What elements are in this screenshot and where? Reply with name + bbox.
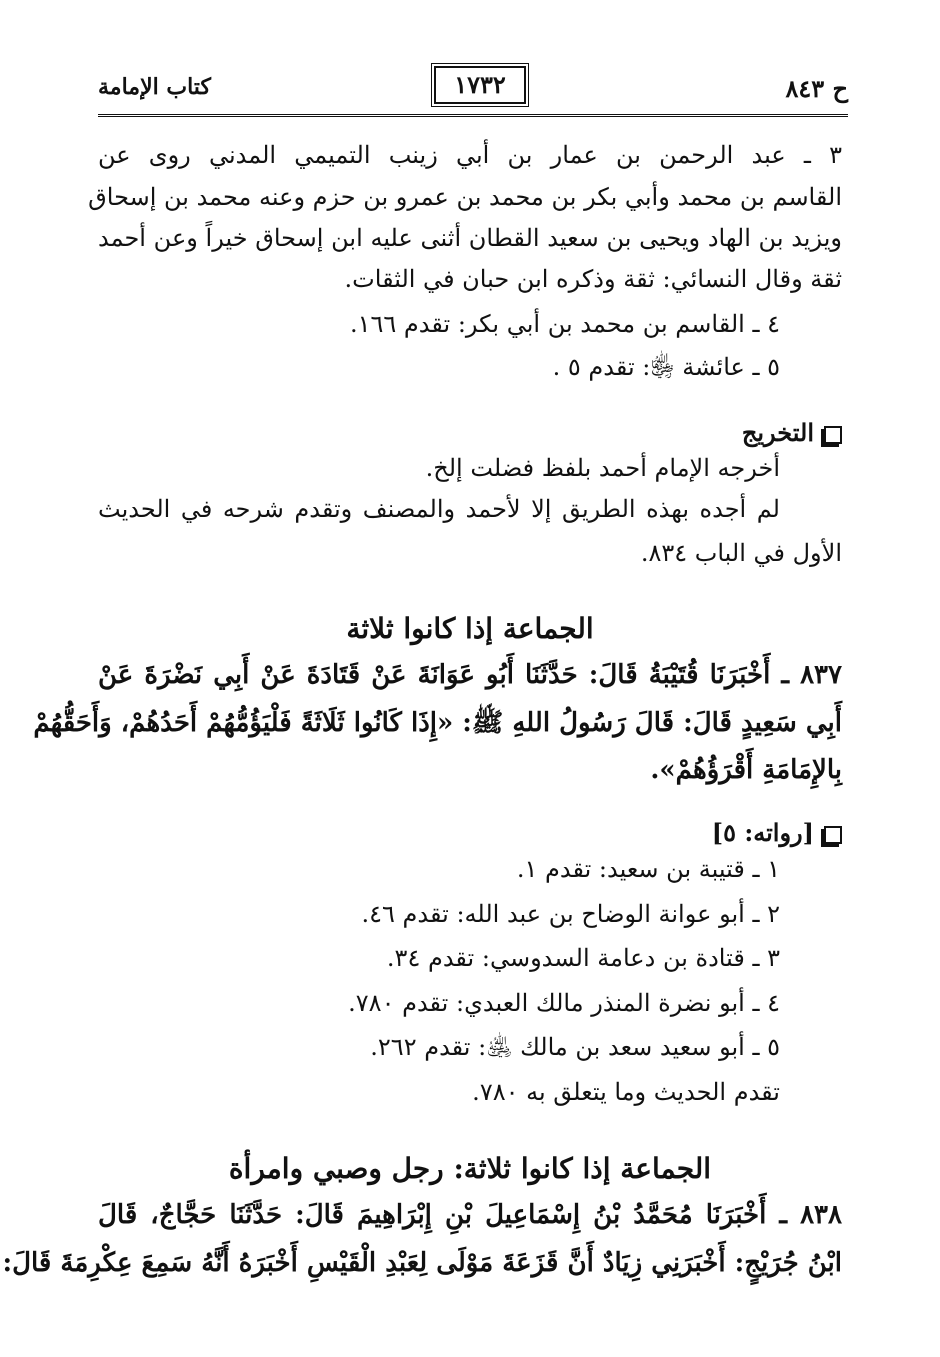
- page-header: [98, 66, 848, 106]
- chapter-1-title: الجماعة إذا كانوا ثلاثة: [346, 612, 594, 645]
- section-reference: ح ٨٤٣: [785, 74, 848, 103]
- narrator-3-line-2: القاسم بن محمد وأبي بكر بن محمد بن عمرو بن حزم وعنه محمد بن إسحاق: [88, 183, 842, 211]
- chapter-2-title: الجماعة إذا كانوا ثلاثة: رجل وصبي وامرأة: [228, 1152, 712, 1185]
- page-number: ١٧٣٢: [434, 66, 526, 104]
- narrator-note: تقدم الحديث وما يتعلق به ٧٨٠.: [472, 1078, 780, 1106]
- checkbox-square-icon: [824, 426, 842, 444]
- narrator-item: ٣ ـ قتادة بن دعامة السدوسي: تقدم ٣٤.: [386, 944, 780, 972]
- takhrij-heading: [742, 418, 842, 447]
- checkbox-square-icon: [824, 826, 842, 844]
- takhrij-line-3: الأول في الباب ٨٣٤.: [640, 539, 842, 567]
- header-divider: [98, 114, 848, 117]
- narrator-4: ٤ ـ القاسم بن محمد بن أبي بكر: تقدم ١٦٦.: [349, 310, 780, 338]
- narrator-3-line-3: ويزيد بن الهاد ويحيى بن سعيد القطان أثنى عليه ابن إسحاق خيراً وعن أحمد: [98, 224, 842, 252]
- narrator-item: ٤ ـ أبو نضرة المنذر مالك العبدي: تقدم ٧٨٠.: [348, 989, 780, 1017]
- takhrij-title: التخريج: [741, 418, 814, 447]
- narrator-3-line-4: ثقة وقال النسائي: ثقة وذكره ابن حبان في الثقات.: [344, 265, 842, 293]
- narrators-heading: [712, 818, 842, 847]
- narrator-item: ٢ ـ أبو عوانة الوضاح بن عبد الله: تقدم ٤٦.: [361, 900, 780, 928]
- narrators-title: [رواته: ٥]: [711, 818, 814, 847]
- narrator-3-line-1: ٣ ـ عبد الرحمن بن عمار بن أبي زينب التميمي المدني روى عن: [98, 141, 842, 169]
- narrator-5: ٥ ـ عائشة ﵂: تقدم ٥ .: [552, 353, 780, 381]
- hadith-838-line-2: ابْنُ جُرَيْجٍ: أَخْبَرَنِي زِيَادٌ أَنَّ قَزَعَةَ مَوْلَى لِعَبْدِ الْقَيْسِ أَخْبَرَهُ أَنَّهُ سَمِعَ عِكْرِمَةَ قَالَ:: [2, 1248, 842, 1278]
- hadith-837-line-3: بِالإِمَامَةِ أَقْرَؤُهُمْ».: [650, 755, 842, 785]
- takhrij-line-2: لم أجده بهذه الطريق إلا لأحمد والمصنف وتقدم شرحه في الحديث: [98, 495, 780, 523]
- takhrij-line-1: أخرجه الإمام أحمد بلفظ فضلت إلخ.: [425, 454, 780, 482]
- narrator-item: ١ ـ قتيبة بن سعيد: تقدم ١.: [516, 855, 780, 883]
- hadith-837-line-2: أَبِي سَعِيدٍ قَالَ: قَالَ رَسُولُ اللهِ ﷺ: «إِذَا كَانُوا ثَلَاثَةً فَلْيَؤُمُّهُمْ أَحَدُهُمْ، وَأَحَقُّهُمْ: [33, 708, 842, 738]
- hadith-838-line-1: ٨٣٨ ـ أَخْبَرَنَا مُحَمَّدُ بْنُ إِسْمَاعِيلَ بْنِ إِبْرَاهِيمَ قَالَ: حَدَّثَنَا حَجَّاجٌ، قَالَ: [98, 1200, 842, 1230]
- hadith-837-line-1: ٨٣٧ ـ أَخْبَرَنَا قُتَيْبَةُ قَالَ: حَدَّثَنَا أَبُو عَوَانَةَ عَنْ قَتَادَةَ عَنْ أَبِي نَضْرَةَ عَنْ: [98, 660, 842, 690]
- book-title: كتاب الإمامة: [98, 74, 211, 100]
- narrator-item: ٥ ـ أبو سعيد سعد بن مالك ﵁: تقدم ٢٦٢.: [370, 1033, 780, 1061]
